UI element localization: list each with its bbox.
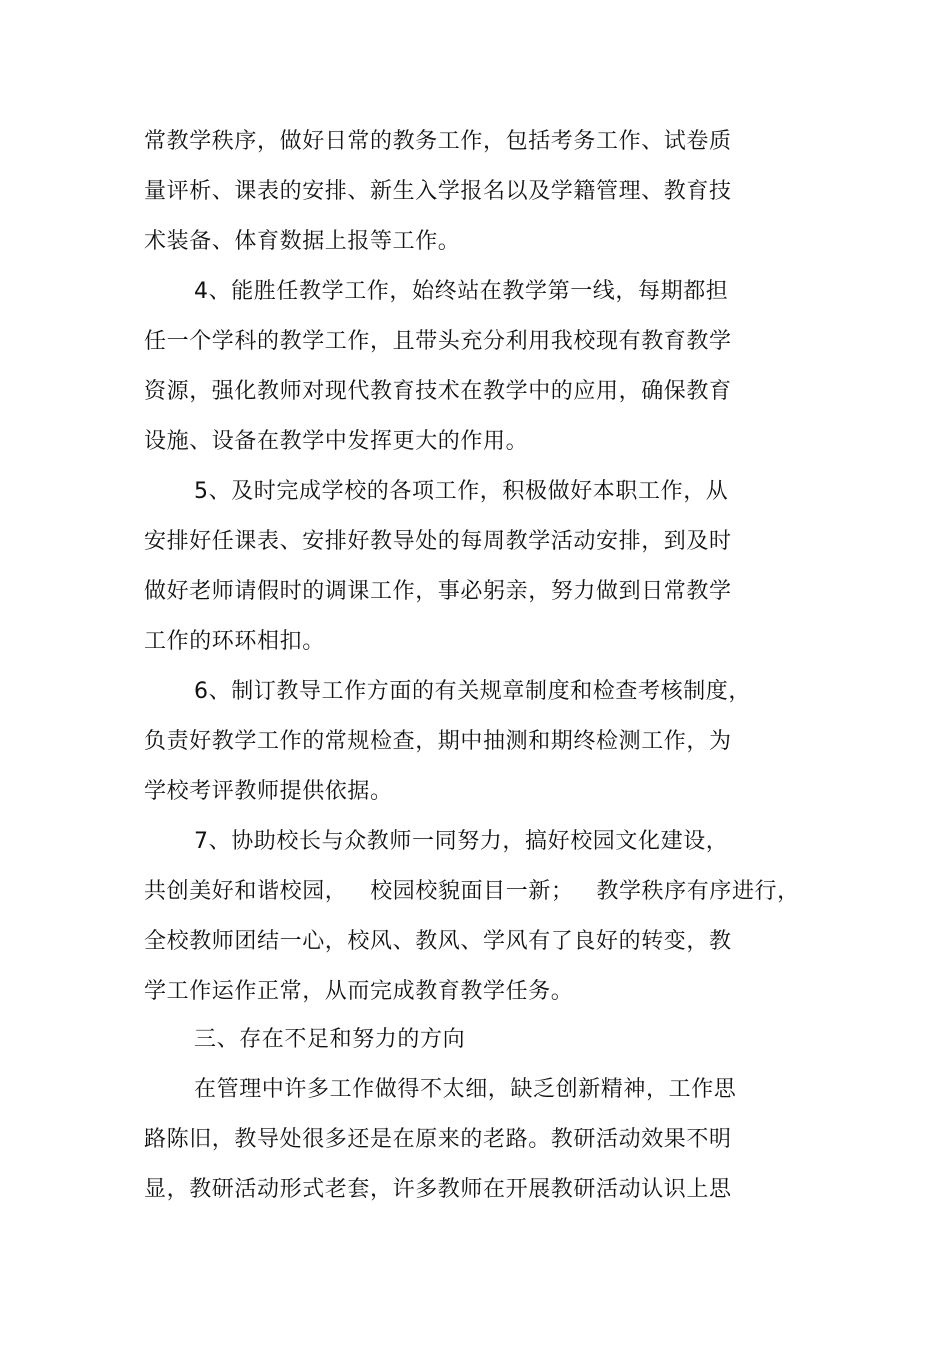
paragraph-7-start: 7、协助校长与众教师一同努力，搞好校园文化建设， (194, 829, 729, 854)
text-line: 术装备、体育数据上报等工作。 (144, 229, 461, 254)
text-line: 显，教研活动形式老套，许多教师在开展教研活动认识上思 (144, 1177, 732, 1202)
text-line: 设施、设备在教学中发挥更大的作用。 (144, 429, 529, 454)
paragraph-5-start: 5、及时完成学校的各项工作，积极做好本职工作，从 (194, 479, 729, 504)
text-line: 任一个学科的教学工作，且带头充分利用我校现有教育教学 (144, 329, 732, 354)
text-line: 全校教师团结一心，校风、教风、学风有了良好的转变，教 (144, 929, 732, 954)
text-line: 做好老师请假时的调课工作，事必躬亲，努力做到日常教学 (144, 579, 732, 604)
text-line: 安排好任课表、安排好教导处的每周教学活动安排，到及时 (144, 529, 732, 554)
text-line: 负责好教学工作的常规检查，期中抽测和期终检测工作，为 (144, 729, 732, 754)
section-heading: 三、存在不足和努力的方向 (194, 1027, 466, 1052)
text-line: 学校考评教师提供依据。 (144, 779, 393, 804)
text-line: 资源，强化教师对现代教育技术在教学中的应用，确保教育 (144, 379, 732, 404)
text-line: 学工作运作正常，从而完成教育教学任务。 (144, 979, 574, 1004)
text-line: 工作的环环相扣。 (144, 629, 325, 654)
text-line: 共创美好和谐校园， 校园校貌面目一新； 教学秩序有序进行， (144, 879, 800, 904)
paragraph-4-start: 4、能胜任教学工作，始终站在教学第一线，每期都担 (194, 279, 729, 304)
text-line: 量评析、课表的安排、新生入学报名以及学籍管理、教育技 (144, 179, 732, 204)
text-line: 常教学秩序，做好日常的教务工作，包括考务工作、试卷质 (144, 129, 732, 154)
paragraph-6-start: 6、制订教导工作方面的有关规章制度和检查考核制度， (194, 679, 751, 704)
text-line: 路陈旧，教导处很多还是在原来的老路。教研活动效果不明 (144, 1127, 732, 1152)
paragraph-start: 在管理中许多工作做得不太细，缺乏创新精神，工作思 (194, 1077, 737, 1102)
